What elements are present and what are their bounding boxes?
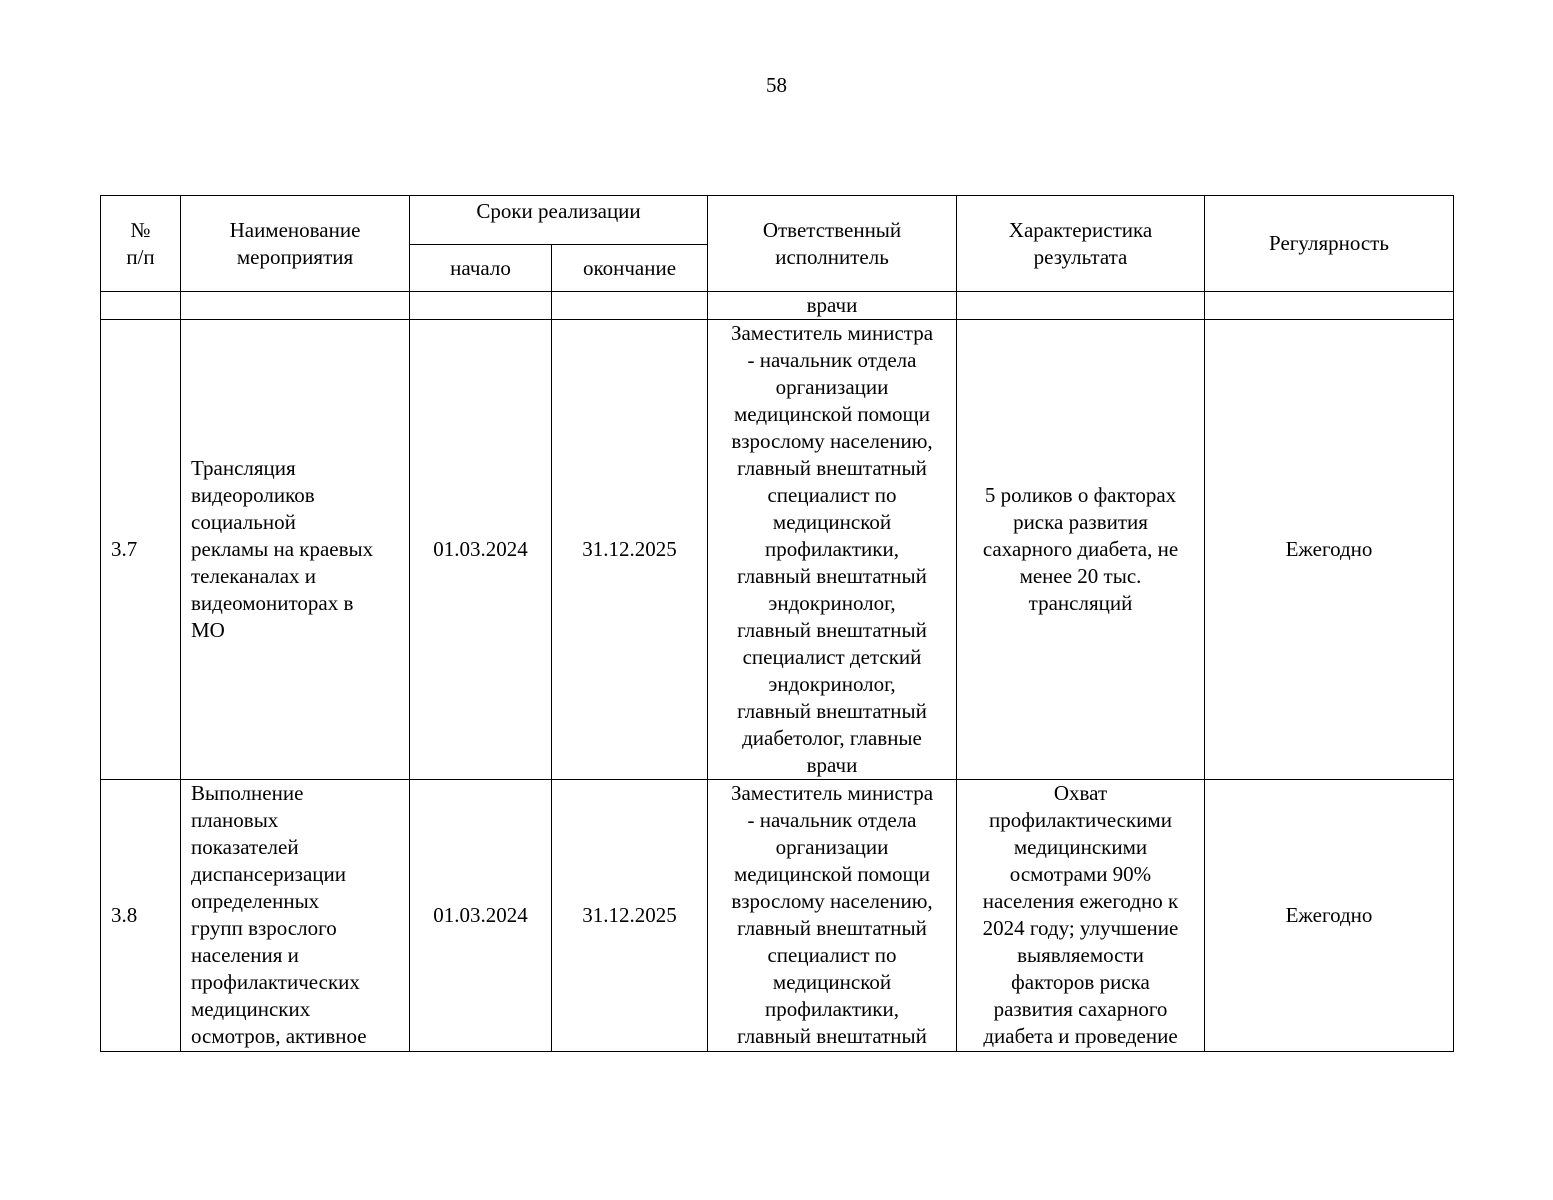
continuation-row (101, 292, 1454, 320)
header-name: Наименование мероприятия (181, 196, 410, 292)
header-result: Характеристика результата (957, 196, 1205, 292)
table-row (101, 780, 1454, 1052)
cell-empty (181, 292, 410, 320)
cell-empty (410, 292, 552, 320)
row-num: 3.7 (101, 320, 181, 780)
cell-empty (101, 292, 181, 320)
header-start: начало (410, 245, 552, 292)
continuation-responsible: врачи (708, 292, 957, 320)
row-start: 01.03.2024 (410, 780, 552, 1052)
row-result: Охват профилактическими медицинскими осмотрами 90% населения ежегодно к 2024 году; улучшение выявляемости факторов риска развития сахарного диабета и проведение (957, 780, 1205, 1052)
events-table (100, 195, 1454, 1052)
cell-empty (957, 292, 1205, 320)
header-responsible: Ответственный исполнитель (708, 196, 957, 292)
header-terms: Сроки реализации (410, 196, 708, 245)
row-responsible: Заместитель министра - начальник отдела организации медицинской помощи взрослому населению, главный внештатный специалист по медицинской профилактики, главный внештатный (708, 780, 957, 1052)
table-header-row (101, 196, 1454, 245)
row-end: 31.12.2025 (552, 320, 708, 780)
page-number: 58 (766, 73, 787, 97)
header-regularity: Регулярность (1205, 196, 1454, 292)
row-result: 5 роликов о факторах риска развития сахарного диабета, не менее 20 тыс. трансляций (957, 320, 1205, 780)
cell-empty (552, 292, 708, 320)
row-start: 01.03.2024 (410, 320, 552, 780)
row-end: 31.12.2025 (552, 780, 708, 1052)
row-name: Трансляция видеороликов социальной рекламы на краевых телеканалах и видеомониторах в МО (181, 320, 410, 780)
table-row (101, 320, 1454, 780)
cell-empty (1205, 292, 1454, 320)
row-name: Выполнение плановых показателей диспансеризации определенных групп взрослого населения и профилактических медицинских осмотров, активное (181, 780, 410, 1052)
row-responsible: Заместитель министра - начальник отдела организации медицинской помощи взрослому населению, главный внештатный специалист по медицинской профилактики, главный внештатный эндокринолог, главный внештатный специалист детский эндокринолог, главный внештатный диабетолог, главные врачи (708, 320, 957, 780)
header-end: окончание (552, 245, 708, 292)
header-num: № п/п (101, 196, 181, 292)
row-regularity: Ежегодно (1205, 320, 1454, 780)
row-regularity: Ежегодно (1205, 780, 1454, 1052)
row-num: 3.8 (101, 780, 181, 1052)
